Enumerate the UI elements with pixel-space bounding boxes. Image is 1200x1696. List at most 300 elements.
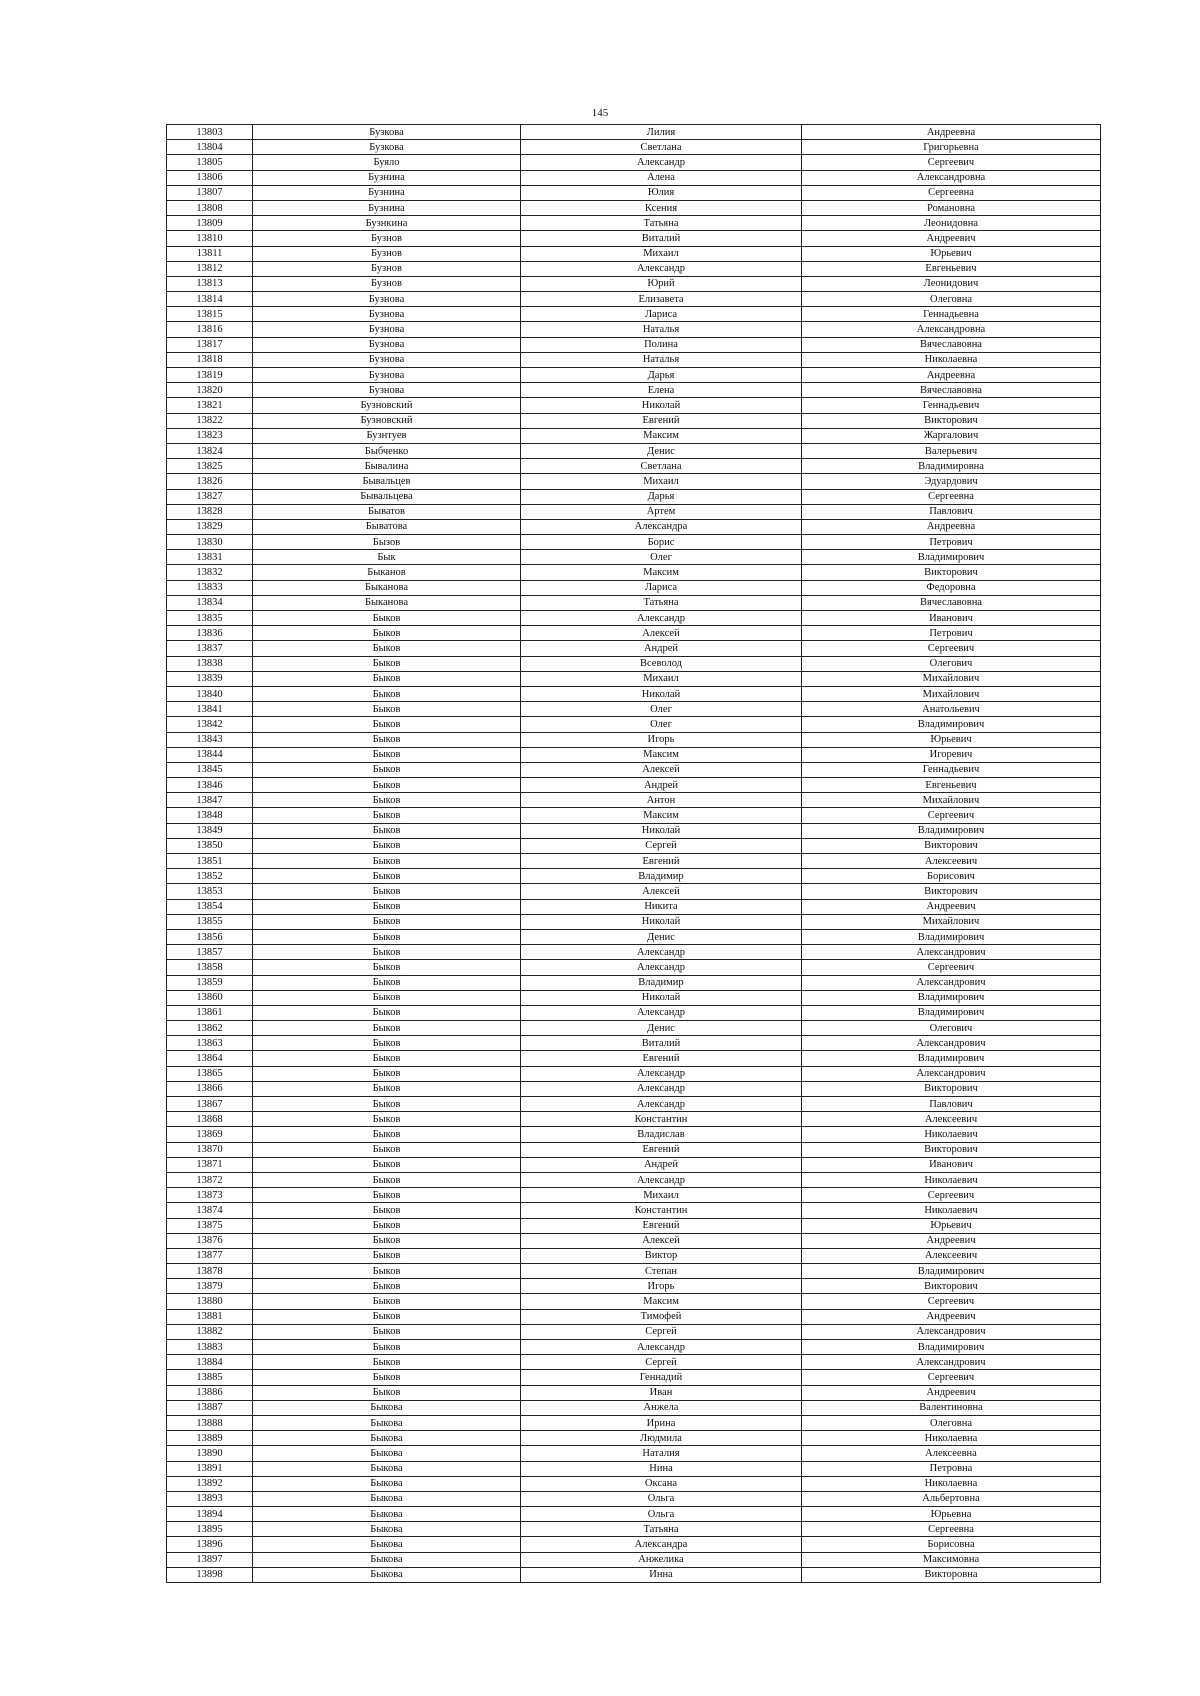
record-number-cell: 13832 — [167, 565, 253, 580]
last-name-cell: Быков — [253, 778, 521, 793]
last-name-cell: Быканова — [253, 595, 521, 610]
table-row — [167, 1051, 1101, 1066]
first-name-cell: Тимофей — [521, 1309, 802, 1324]
patronymic-cell: Леонидович — [802, 276, 1101, 291]
first-name-cell: Сергей — [521, 1355, 802, 1370]
record-number-cell: 13815 — [167, 307, 253, 322]
record-number-cell: 13813 — [167, 276, 253, 291]
last-name-cell: Бузнина — [253, 200, 521, 215]
first-name-cell: Михаил — [521, 1188, 802, 1203]
first-name-cell: Николай — [521, 990, 802, 1005]
last-name-cell: Быков — [253, 732, 521, 747]
first-name-cell: Александр — [521, 1005, 802, 1020]
record-number-cell: 13852 — [167, 869, 253, 884]
table-row — [167, 717, 1101, 732]
table-row — [167, 231, 1101, 246]
record-number-cell: 13817 — [167, 337, 253, 352]
patronymic-cell: Владимирович — [802, 990, 1101, 1005]
patronymic-cell: Михайлович — [802, 914, 1101, 929]
record-number-cell: 13846 — [167, 778, 253, 793]
record-number-cell: 13881 — [167, 1309, 253, 1324]
last-name-cell: Быков — [253, 990, 521, 1005]
table-row — [167, 702, 1101, 717]
record-number-cell: 13894 — [167, 1507, 253, 1522]
first-name-cell: Лариса — [521, 580, 802, 595]
patronymic-cell: Геннадьевич — [802, 762, 1101, 777]
first-name-cell: Евгений — [521, 854, 802, 869]
last-name-cell: Бузнова — [253, 322, 521, 337]
patronymic-cell: Сергеевич — [802, 1188, 1101, 1203]
record-number-cell: 13836 — [167, 626, 253, 641]
table-row — [167, 914, 1101, 929]
table-row — [167, 626, 1101, 641]
patronymic-cell: Андреевна — [802, 368, 1101, 383]
last-name-cell: Быканова — [253, 580, 521, 595]
patronymic-cell: Александрович — [802, 1066, 1101, 1081]
record-number-cell: 13882 — [167, 1324, 253, 1339]
last-name-cell: Быков — [253, 1005, 521, 1020]
patronymic-cell: Петрович — [802, 626, 1101, 641]
table-row — [167, 1385, 1101, 1400]
first-name-cell: Геннадий — [521, 1370, 802, 1385]
first-name-cell: Елизавета — [521, 292, 802, 307]
table-row — [167, 975, 1101, 990]
patronymic-cell: Сергеевна — [802, 489, 1101, 504]
table-row — [167, 322, 1101, 337]
record-number-cell: 13857 — [167, 945, 253, 960]
first-name-cell: Наталия — [521, 1446, 802, 1461]
record-number-cell: 13873 — [167, 1188, 253, 1203]
last-name-cell: Быков — [253, 702, 521, 717]
first-name-cell: Андрей — [521, 1157, 802, 1172]
patronymic-cell: Викторович — [802, 1142, 1101, 1157]
table-row — [167, 884, 1101, 899]
first-name-cell: Игорь — [521, 732, 802, 747]
last-name-cell: Быков — [253, 808, 521, 823]
last-name-cell: Быков — [253, 1066, 521, 1081]
first-name-cell: Андрей — [521, 641, 802, 656]
record-number-cell: 13840 — [167, 686, 253, 701]
record-number-cell: 13849 — [167, 823, 253, 838]
record-number-cell: 13820 — [167, 383, 253, 398]
patronymic-cell: Александрович — [802, 1355, 1101, 1370]
table-row — [167, 140, 1101, 155]
last-name-cell: Быков — [253, 1264, 521, 1279]
last-name-cell: Бывальцева — [253, 489, 521, 504]
patronymic-cell: Владимирович — [802, 717, 1101, 732]
patronymic-cell: Павлович — [802, 504, 1101, 519]
patronymic-cell: Игоревич — [802, 747, 1101, 762]
last-name-cell: Быков — [253, 1203, 521, 1218]
table-row — [167, 1400, 1101, 1415]
last-name-cell: Быкова — [253, 1491, 521, 1506]
first-name-cell: Александр — [521, 261, 802, 276]
table-row — [167, 200, 1101, 215]
last-name-cell: Быков — [253, 1340, 521, 1355]
record-number-cell: 13855 — [167, 914, 253, 929]
table-row — [167, 428, 1101, 443]
first-name-cell: Александр — [521, 945, 802, 960]
first-name-cell: Антон — [521, 793, 802, 808]
patronymic-cell: Михайлович — [802, 686, 1101, 701]
first-name-cell: Владимир — [521, 975, 802, 990]
table-row — [167, 185, 1101, 200]
table-row — [167, 1370, 1101, 1385]
last-name-cell: Бузнова — [253, 383, 521, 398]
first-name-cell: Денис — [521, 443, 802, 458]
first-name-cell: Олег — [521, 702, 802, 717]
first-name-cell: Ольга — [521, 1491, 802, 1506]
table-row — [167, 1248, 1101, 1263]
last-name-cell: Быков — [253, 838, 521, 853]
table-row — [167, 1476, 1101, 1491]
table-row — [167, 368, 1101, 383]
last-name-cell: Быков — [253, 1218, 521, 1233]
record-number-cell: 13877 — [167, 1248, 253, 1263]
first-name-cell: Наталья — [521, 352, 802, 367]
first-name-cell: Татьяна — [521, 1522, 802, 1537]
patronymic-cell: Валерьевич — [802, 443, 1101, 458]
first-name-cell: Александра — [521, 1537, 802, 1552]
first-name-cell: Светлана — [521, 140, 802, 155]
table-row — [167, 929, 1101, 944]
table-row — [167, 474, 1101, 489]
table-row — [167, 1537, 1101, 1552]
last-name-cell: Быков — [253, 717, 521, 732]
first-name-cell: Елена — [521, 383, 802, 398]
last-name-cell: Бузновский — [253, 398, 521, 413]
record-number-cell: 13831 — [167, 550, 253, 565]
table-row — [167, 1157, 1101, 1172]
last-name-cell: Быкова — [253, 1461, 521, 1476]
table-row — [167, 1567, 1101, 1582]
last-name-cell: Бузнов — [253, 276, 521, 291]
record-number-cell: 13847 — [167, 793, 253, 808]
first-name-cell: Виталий — [521, 231, 802, 246]
record-number-cell: 13851 — [167, 854, 253, 869]
patronymic-cell: Сергеевич — [802, 155, 1101, 170]
record-number-cell: 13856 — [167, 929, 253, 944]
first-name-cell: Татьяна — [521, 216, 802, 231]
table-row — [167, 1172, 1101, 1187]
first-name-cell: Лариса — [521, 307, 802, 322]
last-name-cell: Быков — [253, 869, 521, 884]
record-number-cell: 13863 — [167, 1036, 253, 1051]
patronymic-cell: Александрович — [802, 975, 1101, 990]
table-row — [167, 732, 1101, 747]
patronymic-cell: Сергеевич — [802, 960, 1101, 975]
table-row — [167, 337, 1101, 352]
patronymic-cell: Николаевна — [802, 352, 1101, 367]
patronymic-cell: Алексеевич — [802, 1248, 1101, 1263]
table-row — [167, 656, 1101, 671]
patronymic-cell: Владимирович — [802, 823, 1101, 838]
patronymic-cell: Алексеевич — [802, 1112, 1101, 1127]
last-name-cell: Бузнов — [253, 231, 521, 246]
first-name-cell: Александр — [521, 1097, 802, 1112]
record-number-cell: 13827 — [167, 489, 253, 504]
table-row — [167, 793, 1101, 808]
record-number-cell: 13860 — [167, 990, 253, 1005]
table-row — [167, 823, 1101, 838]
patronymic-cell: Николаевич — [802, 1172, 1101, 1187]
patronymic-cell: Александрович — [802, 1324, 1101, 1339]
first-name-cell: Артем — [521, 504, 802, 519]
first-name-cell: Светлана — [521, 459, 802, 474]
patronymic-cell: Николаевна — [802, 1431, 1101, 1446]
record-number-cell: 13854 — [167, 899, 253, 914]
last-name-cell: Быков — [253, 1385, 521, 1400]
table-row — [167, 292, 1101, 307]
first-name-cell: Ольга — [521, 1507, 802, 1522]
last-name-cell: Быков — [253, 656, 521, 671]
table-row — [167, 945, 1101, 960]
last-name-cell: Быков — [253, 671, 521, 686]
table-row — [167, 1264, 1101, 1279]
patronymic-cell: Федоровна — [802, 580, 1101, 595]
last-name-cell: Быкова — [253, 1446, 521, 1461]
table-row — [167, 1233, 1101, 1248]
first-name-cell: Александр — [521, 155, 802, 170]
first-name-cell: Игорь — [521, 1279, 802, 1294]
record-number-cell: 13890 — [167, 1446, 253, 1461]
record-number-cell: 13812 — [167, 261, 253, 276]
first-name-cell: Николай — [521, 686, 802, 701]
record-number-cell: 13862 — [167, 1021, 253, 1036]
last-name-cell: Бывалина — [253, 459, 521, 474]
record-number-cell: 13870 — [167, 1142, 253, 1157]
first-name-cell: Александр — [521, 1340, 802, 1355]
last-name-cell: Быбченко — [253, 443, 521, 458]
last-name-cell: Быков — [253, 884, 521, 899]
last-name-cell: Быков — [253, 1021, 521, 1036]
patronymic-cell: Андреевич — [802, 231, 1101, 246]
patronymic-cell: Олеговна — [802, 292, 1101, 307]
last-name-cell: Бузнов — [253, 261, 521, 276]
last-name-cell: Быков — [253, 1188, 521, 1203]
table-row — [167, 216, 1101, 231]
last-name-cell: Быков — [253, 1294, 521, 1309]
first-name-cell: Дарья — [521, 489, 802, 504]
first-name-cell: Андрей — [521, 778, 802, 793]
last-name-cell: Быватов — [253, 504, 521, 519]
record-number-cell: 13829 — [167, 519, 253, 534]
record-number-cell: 13886 — [167, 1385, 253, 1400]
record-number-cell: 13868 — [167, 1112, 253, 1127]
table-row — [167, 489, 1101, 504]
last-name-cell: Бузнова — [253, 292, 521, 307]
table-row — [167, 686, 1101, 701]
record-number-cell: 13872 — [167, 1172, 253, 1187]
last-name-cell: Быков — [253, 929, 521, 944]
table-row — [167, 459, 1101, 474]
patronymic-cell: Андреевна — [802, 125, 1101, 140]
record-number-cell: 13876 — [167, 1233, 253, 1248]
last-name-cell: Быканов — [253, 565, 521, 580]
last-name-cell: Быков — [253, 914, 521, 929]
last-name-cell: Бузкова — [253, 125, 521, 140]
table-row — [167, 1340, 1101, 1355]
record-number-cell: 13833 — [167, 580, 253, 595]
patronymic-cell: Романовна — [802, 200, 1101, 215]
table-row — [167, 1507, 1101, 1522]
patronymic-cell: Жаргалович — [802, 428, 1101, 443]
record-number-cell: 13864 — [167, 1051, 253, 1066]
patronymic-cell: Иванович — [802, 611, 1101, 626]
first-name-cell: Анжела — [521, 1400, 802, 1415]
record-number-cell: 13896 — [167, 1537, 253, 1552]
patronymic-cell: Викторович — [802, 1279, 1101, 1294]
last-name-cell: Быкова — [253, 1476, 521, 1491]
patronymic-cell: Борисович — [802, 869, 1101, 884]
record-number-cell: 13818 — [167, 352, 253, 367]
first-name-cell: Оксана — [521, 1476, 802, 1491]
patronymic-cell: Олегович — [802, 1021, 1101, 1036]
table-row — [167, 504, 1101, 519]
patronymic-cell: Олеговна — [802, 1415, 1101, 1430]
patronymic-cell: Владимирович — [802, 550, 1101, 565]
table-row — [167, 611, 1101, 626]
patronymic-cell: Олегович — [802, 656, 1101, 671]
record-number-cell: 13889 — [167, 1431, 253, 1446]
first-name-cell: Максим — [521, 747, 802, 762]
first-name-cell: Александр — [521, 1172, 802, 1187]
first-name-cell: Степан — [521, 1264, 802, 1279]
patronymic-cell: Николаевна — [802, 1476, 1101, 1491]
patronymic-cell: Вячеславовна — [802, 595, 1101, 610]
record-number-cell: 13880 — [167, 1294, 253, 1309]
patronymic-cell: Андреевич — [802, 1233, 1101, 1248]
first-name-cell: Сергей — [521, 1324, 802, 1339]
record-number-cell: 13838 — [167, 656, 253, 671]
record-number-cell: 13875 — [167, 1218, 253, 1233]
patronymic-cell: Алексеевна — [802, 1446, 1101, 1461]
record-number-cell: 13848 — [167, 808, 253, 823]
record-number-cell: 13892 — [167, 1476, 253, 1491]
last-name-cell: Бузновский — [253, 413, 521, 428]
first-name-cell: Лилия — [521, 125, 802, 140]
table-row — [167, 1552, 1101, 1567]
last-name-cell: Быков — [253, 1355, 521, 1370]
record-number-cell: 13816 — [167, 322, 253, 337]
last-name-cell: Быкова — [253, 1400, 521, 1415]
record-number-cell: 13823 — [167, 428, 253, 443]
first-name-cell: Олег — [521, 717, 802, 732]
first-name-cell: Виктор — [521, 1248, 802, 1263]
first-name-cell: Полина — [521, 337, 802, 352]
table-row — [167, 443, 1101, 458]
last-name-cell: Бузнов — [253, 246, 521, 261]
table-row — [167, 1036, 1101, 1051]
table-row — [167, 641, 1101, 656]
table-row — [167, 778, 1101, 793]
patronymic-cell: Михайлович — [802, 793, 1101, 808]
record-number-cell: 13822 — [167, 413, 253, 428]
patronymic-cell: Сергеевич — [802, 1294, 1101, 1309]
patronymic-cell: Владимирович — [802, 929, 1101, 944]
patronymic-cell: Викторович — [802, 1081, 1101, 1096]
record-number-cell: 13893 — [167, 1491, 253, 1506]
last-name-cell: Быков — [253, 899, 521, 914]
table-row — [167, 565, 1101, 580]
first-name-cell: Николай — [521, 823, 802, 838]
first-name-cell: Михаил — [521, 671, 802, 686]
last-name-cell: Быков — [253, 823, 521, 838]
record-number-cell: 13867 — [167, 1097, 253, 1112]
record-number-cell: 13826 — [167, 474, 253, 489]
table-row — [167, 383, 1101, 398]
table-row — [167, 413, 1101, 428]
first-name-cell: Александр — [521, 1066, 802, 1081]
table-row — [167, 1522, 1101, 1537]
first-name-cell: Константин — [521, 1203, 802, 1218]
record-number-cell: 13835 — [167, 611, 253, 626]
last-name-cell: Быков — [253, 1172, 521, 1187]
last-name-cell: Бывальцев — [253, 474, 521, 489]
record-number-cell: 13824 — [167, 443, 253, 458]
record-number-cell: 13879 — [167, 1279, 253, 1294]
record-number-cell: 13839 — [167, 671, 253, 686]
record-number-cell: 13891 — [167, 1461, 253, 1476]
patronymic-cell: Александровна — [802, 170, 1101, 185]
record-number-cell: 13805 — [167, 155, 253, 170]
record-number-cell: 13819 — [167, 368, 253, 383]
first-name-cell: Николай — [521, 914, 802, 929]
last-name-cell: Быков — [253, 762, 521, 777]
table-row — [167, 960, 1101, 975]
last-name-cell: Бузкова — [253, 140, 521, 155]
record-number-cell: 13837 — [167, 641, 253, 656]
record-number-cell: 13828 — [167, 504, 253, 519]
first-name-cell: Татьяна — [521, 595, 802, 610]
table-row — [167, 1491, 1101, 1506]
patronymic-cell: Юрьевна — [802, 1507, 1101, 1522]
first-name-cell: Юрий — [521, 276, 802, 291]
table-row — [167, 1203, 1101, 1218]
patronymic-cell: Сергеевна — [802, 1522, 1101, 1537]
record-number-cell: 13834 — [167, 595, 253, 610]
patronymic-cell: Максимовна — [802, 1552, 1101, 1567]
patronymic-cell: Владимирович — [802, 1051, 1101, 1066]
first-name-cell: Алексей — [521, 884, 802, 899]
table-row — [167, 580, 1101, 595]
patronymic-cell: Викторовна — [802, 1567, 1101, 1582]
record-number-cell: 13821 — [167, 398, 253, 413]
patronymic-cell: Валентиновна — [802, 1400, 1101, 1415]
patronymic-cell: Петрович — [802, 535, 1101, 550]
table-row — [167, 747, 1101, 762]
patronymic-cell: Александрович — [802, 945, 1101, 960]
patronymic-cell: Иванович — [802, 1157, 1101, 1172]
first-name-cell: Евгений — [521, 1051, 802, 1066]
first-name-cell: Александр — [521, 1081, 802, 1096]
patronymic-cell: Владимирович — [802, 1005, 1101, 1020]
first-name-cell: Сергей — [521, 838, 802, 853]
patronymic-cell: Юрьевич — [802, 732, 1101, 747]
record-number-cell: 13895 — [167, 1522, 253, 1537]
first-name-cell: Александр — [521, 960, 802, 975]
last-name-cell: Быков — [253, 1112, 521, 1127]
table-row — [167, 276, 1101, 291]
table-row — [167, 1279, 1101, 1294]
record-number-cell: 13825 — [167, 459, 253, 474]
record-number-cell: 13842 — [167, 717, 253, 732]
table-row — [167, 1127, 1101, 1142]
table-row — [167, 246, 1101, 261]
last-name-cell: Бузнова — [253, 337, 521, 352]
first-name-cell: Евгений — [521, 1218, 802, 1233]
table-row — [167, 1112, 1101, 1127]
